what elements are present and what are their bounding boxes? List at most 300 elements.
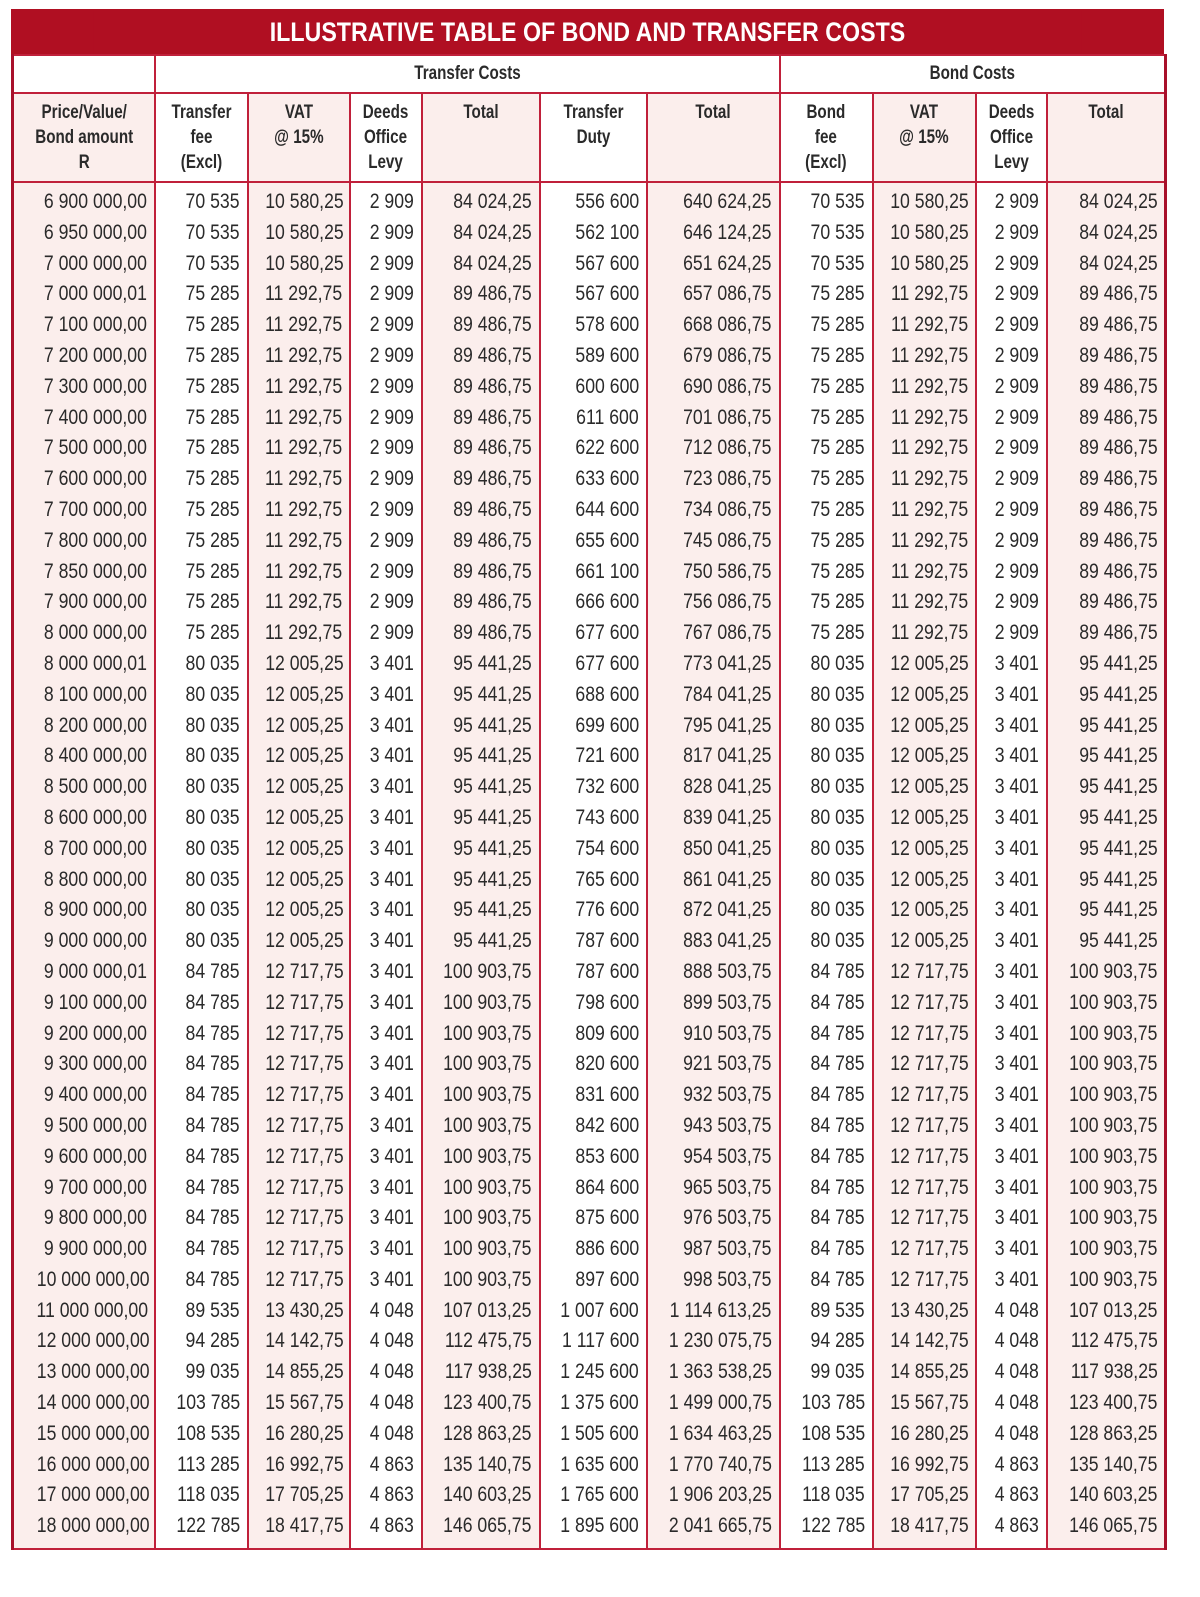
cell-bond-fee-excl: 113 285	[780, 1450, 873, 1481]
cell-transfer-vat: 10 580,25	[248, 182, 350, 218]
cell-bond-vat: 11 292,75	[873, 464, 976, 495]
cell-price-value-bond-amount: 9 700 000,00	[13, 1173, 155, 1204]
cell-transfer-subtotal: 89 486,75	[422, 403, 540, 434]
table-row	[13, 587, 1166, 618]
cell-bond-total: 146 065,75	[1047, 1511, 1166, 1549]
cell-bond-vat: 11 292,75	[873, 372, 976, 403]
cell-transfer-vat: 18 417,75	[248, 1511, 350, 1549]
cell-transfer-vat: 12 717,75	[248, 1234, 350, 1265]
cell-bond-vat: 10 580,25	[873, 249, 976, 280]
cell-bond-total: 89 486,75	[1047, 495, 1166, 526]
cell-transfer-fee-excl: 75 285	[155, 372, 248, 403]
group-header-bond-costs: Bond Costs	[780, 55, 1166, 93]
cell-price-value-bond-amount: 7 800 000,00	[13, 526, 155, 557]
cell-transfer-subtotal: 89 486,75	[422, 372, 540, 403]
cell-price-value-bond-amount: 7 000 000,01	[13, 279, 155, 310]
cell-transfer-subtotal: 100 903,75	[422, 1111, 540, 1142]
cell-transfer-deeds-office-levy: 3 401	[350, 1234, 422, 1265]
cell-transfer-total: 910 503,75	[647, 1019, 780, 1050]
cell-transfer-deeds-office-levy: 4 863	[350, 1480, 422, 1511]
cell-transfer-duty: 633 600	[540, 464, 647, 495]
cell-transfer-duty: 567 600	[540, 249, 647, 280]
cell-price-value-bond-amount: 7 850 000,00	[13, 557, 155, 588]
column-header-line: fee	[189, 127, 212, 148]
cell-transfer-fee-excl: 75 285	[155, 279, 248, 310]
cell-bond-total: 89 486,75	[1047, 279, 1166, 310]
cell-bond-vat: 12 005,25	[873, 803, 976, 834]
cell-transfer-subtotal: 100 903,75	[422, 1080, 540, 1111]
cell-bond-vat: 16 992,75	[873, 1450, 976, 1481]
cell-transfer-duty: 886 600	[540, 1234, 647, 1265]
cell-transfer-fee-excl: 84 785	[155, 1111, 248, 1142]
cell-transfer-subtotal: 100 903,75	[422, 1019, 540, 1050]
cell-transfer-deeds-office-levy: 3 401	[350, 680, 422, 711]
cell-transfer-deeds-office-levy: 2 909	[350, 464, 422, 495]
cell-transfer-vat: 12 717,75	[248, 1019, 350, 1050]
cell-transfer-fee-excl: 80 035	[155, 834, 248, 865]
cell-bond-vat: 12 717,75	[873, 957, 976, 988]
cell-bond-deeds-office-levy: 4 863	[976, 1450, 1047, 1481]
cell-bond-vat: 12 005,25	[873, 680, 976, 711]
cell-transfer-deeds-office-levy: 4 048	[350, 1419, 422, 1450]
cell-transfer-total: 1 114 613,25	[647, 1296, 780, 1327]
cell-bond-deeds-office-levy: 2 909	[976, 341, 1047, 372]
table-row	[13, 1265, 1166, 1296]
cell-transfer-duty: 732 600	[540, 772, 647, 803]
table-row	[13, 464, 1166, 495]
cell-transfer-total: 987 503,75	[647, 1234, 780, 1265]
cell-bond-fee-excl: 84 785	[780, 1203, 873, 1234]
cell-price-value-bond-amount: 7 700 000,00	[13, 495, 155, 526]
cell-transfer-deeds-office-levy: 4 048	[350, 1388, 422, 1419]
cell-transfer-fee-excl: 113 285	[155, 1450, 248, 1481]
cell-bond-total: 84 024,25	[1047, 218, 1166, 249]
cell-bond-vat: 11 292,75	[873, 526, 976, 557]
cell-transfer-deeds-office-levy: 2 909	[350, 341, 422, 372]
cell-bond-fee-excl: 75 285	[780, 341, 873, 372]
column-header-line: @ 15%	[899, 127, 949, 148]
cell-bond-vat: 18 417,75	[873, 1511, 976, 1549]
column-header-bond-vat	[873, 93, 976, 182]
cell-price-value-bond-amount: 15 000 000,00	[13, 1419, 155, 1450]
cell-bond-total: 95 441,25	[1047, 649, 1166, 680]
cell-bond-total: 89 486,75	[1047, 372, 1166, 403]
cell-transfer-duty: 798 600	[540, 988, 647, 1019]
cell-transfer-vat: 11 292,75	[248, 341, 350, 372]
cell-bond-fee-excl: 103 785	[780, 1388, 873, 1419]
cell-price-value-bond-amount: 18 000 000,00	[13, 1511, 155, 1549]
table-row	[13, 1049, 1166, 1080]
table-row	[13, 495, 1166, 526]
cell-transfer-fee-excl: 84 785	[155, 1019, 248, 1050]
cell-transfer-duty: 688 600	[540, 680, 647, 711]
cell-transfer-subtotal: 95 441,25	[422, 711, 540, 742]
cell-transfer-subtotal: 89 486,75	[422, 279, 540, 310]
cell-bond-deeds-office-levy: 2 909	[976, 310, 1047, 341]
cell-price-value-bond-amount: 7 400 000,00	[13, 403, 155, 434]
table-row	[13, 1419, 1166, 1450]
cell-transfer-subtotal: 95 441,25	[422, 865, 540, 896]
cell-transfer-fee-excl: 94 285	[155, 1326, 248, 1357]
cell-transfer-vat: 12 005,25	[248, 895, 350, 926]
cell-transfer-fee-excl: 75 285	[155, 618, 248, 649]
group-header-transfer-costs: Transfer Costs	[155, 55, 780, 93]
cell-price-value-bond-amount: 9 000 000,00	[13, 926, 155, 957]
cell-bond-fee-excl: 89 535	[780, 1296, 873, 1327]
cell-transfer-deeds-office-levy: 3 401	[350, 1049, 422, 1080]
cell-bond-deeds-office-levy: 4 863	[976, 1511, 1047, 1549]
cell-transfer-vat: 10 580,25	[248, 249, 350, 280]
cell-bond-fee-excl: 80 035	[780, 772, 873, 803]
cell-bond-fee-excl: 122 785	[780, 1511, 873, 1549]
cell-bond-fee-excl: 70 535	[780, 182, 873, 218]
table-row	[13, 618, 1166, 649]
table-row	[13, 1480, 1166, 1511]
cell-transfer-fee-excl: 122 785	[155, 1511, 248, 1549]
cell-bond-fee-excl: 84 785	[780, 1080, 873, 1111]
cell-transfer-vat: 12 005,25	[248, 649, 350, 680]
cell-transfer-total: 773 041,25	[647, 649, 780, 680]
cell-transfer-fee-excl: 84 785	[155, 1173, 248, 1204]
column-header-line: (Excl)	[805, 152, 847, 173]
cell-transfer-subtotal: 100 903,75	[422, 1265, 540, 1296]
cell-bond-total: 89 486,75	[1047, 310, 1166, 341]
table-row	[13, 1173, 1166, 1204]
cell-transfer-vat: 12 717,75	[248, 1265, 350, 1296]
cell-transfer-total: 690 086,75	[647, 372, 780, 403]
cell-transfer-vat: 11 292,75	[248, 310, 350, 341]
table-row	[13, 711, 1166, 742]
cell-transfer-deeds-office-levy: 3 401	[350, 1019, 422, 1050]
cell-transfer-subtotal: 100 903,75	[422, 1173, 540, 1204]
cell-transfer-total: 701 086,75	[647, 403, 780, 434]
cell-transfer-duty: 611 600	[540, 403, 647, 434]
cell-transfer-duty: 1 505 600	[540, 1419, 647, 1450]
cell-transfer-fee-excl: 75 285	[155, 464, 248, 495]
cell-bond-deeds-office-levy: 2 909	[976, 526, 1047, 557]
cell-transfer-fee-excl: 70 535	[155, 218, 248, 249]
cell-transfer-vat: 17 705,25	[248, 1480, 350, 1511]
cell-bond-deeds-office-levy: 3 401	[976, 772, 1047, 803]
cell-transfer-vat: 14 855,25	[248, 1357, 350, 1388]
cell-bond-fee-excl: 75 285	[780, 557, 873, 588]
column-header-line: fee	[815, 127, 838, 148]
table-row	[13, 1111, 1166, 1142]
cell-transfer-total: 883 041,25	[647, 926, 780, 957]
cell-transfer-vat: 14 142,75	[248, 1326, 350, 1357]
cell-transfer-subtotal: 89 486,75	[422, 310, 540, 341]
column-header-line: Deeds	[988, 102, 1034, 123]
cell-transfer-deeds-office-levy: 4 048	[350, 1357, 422, 1388]
cell-transfer-fee-excl: 70 535	[155, 182, 248, 218]
cell-bond-vat: 11 292,75	[873, 403, 976, 434]
cell-transfer-deeds-office-levy: 3 401	[350, 649, 422, 680]
cell-transfer-deeds-office-levy: 3 401	[350, 1173, 422, 1204]
table-row	[13, 403, 1166, 434]
cell-bond-fee-excl: 99 035	[780, 1357, 873, 1388]
column-header-line: (Excl)	[180, 152, 222, 173]
cell-transfer-deeds-office-levy: 3 401	[350, 1080, 422, 1111]
cell-transfer-fee-excl: 75 285	[155, 433, 248, 464]
cell-transfer-deeds-office-levy: 2 909	[350, 372, 422, 403]
cell-bond-deeds-office-levy: 3 401	[976, 1080, 1047, 1111]
cell-transfer-subtotal: 95 441,25	[422, 803, 540, 834]
cell-bond-total: 112 475,75	[1047, 1326, 1166, 1357]
cell-bond-total: 100 903,75	[1047, 1173, 1166, 1204]
cell-bond-deeds-office-levy: 2 909	[976, 618, 1047, 649]
cell-transfer-vat: 12 717,75	[248, 1173, 350, 1204]
cell-bond-vat: 12 717,75	[873, 1080, 976, 1111]
bond-transfer-costs-table	[11, 54, 1167, 1550]
cell-transfer-fee-excl: 80 035	[155, 895, 248, 926]
cell-transfer-total: 872 041,25	[647, 895, 780, 926]
cell-bond-total: 95 441,25	[1047, 926, 1166, 957]
cell-transfer-deeds-office-levy: 2 909	[350, 433, 422, 464]
cell-transfer-subtotal: 95 441,25	[422, 741, 540, 772]
table-row	[13, 557, 1166, 588]
cell-price-value-bond-amount: 9 600 000,00	[13, 1142, 155, 1173]
cell-transfer-fee-excl: 75 285	[155, 403, 248, 434]
cell-price-value-bond-amount: 9 900 000,00	[13, 1234, 155, 1265]
column-header-line: Transfer	[170, 102, 231, 123]
cell-price-value-bond-amount: 6 950 000,00	[13, 218, 155, 249]
cell-bond-vat: 12 005,25	[873, 711, 976, 742]
cell-bond-total: 107 013,25	[1047, 1296, 1166, 1327]
cell-bond-fee-excl: 75 285	[780, 618, 873, 649]
cell-bond-total: 89 486,75	[1047, 433, 1166, 464]
cell-bond-total: 100 903,75	[1047, 1203, 1166, 1234]
cell-bond-vat: 17 705,25	[873, 1480, 976, 1511]
cell-price-value-bond-amount: 7 300 000,00	[13, 372, 155, 403]
cell-bond-total: 100 903,75	[1047, 957, 1166, 988]
cell-transfer-subtotal: 89 486,75	[422, 464, 540, 495]
cell-price-value-bond-amount: 7 000 000,00	[13, 249, 155, 280]
cell-transfer-vat: 12 717,75	[248, 1203, 350, 1234]
cell-bond-vat: 12 005,25	[873, 865, 976, 896]
cell-bond-deeds-office-levy: 3 401	[976, 988, 1047, 1019]
cell-transfer-duty: 1 895 600	[540, 1511, 647, 1549]
column-header-line: Office	[989, 127, 1033, 148]
cell-transfer-fee-excl: 80 035	[155, 741, 248, 772]
cell-transfer-deeds-office-levy: 3 401	[350, 1203, 422, 1234]
cell-transfer-fee-excl: 108 535	[155, 1419, 248, 1450]
cell-transfer-deeds-office-levy: 3 401	[350, 803, 422, 834]
cell-transfer-vat: 11 292,75	[248, 618, 350, 649]
cell-transfer-duty: 1 765 600	[540, 1480, 647, 1511]
cell-price-value-bond-amount: 8 200 000,00	[13, 711, 155, 742]
cell-transfer-subtotal: 95 441,25	[422, 680, 540, 711]
cell-bond-deeds-office-levy: 2 909	[976, 182, 1047, 218]
cell-transfer-deeds-office-levy: 4 863	[350, 1511, 422, 1549]
table-row	[13, 1511, 1166, 1549]
cell-bond-vat: 11 292,75	[873, 495, 976, 526]
cell-bond-deeds-office-levy: 3 401	[976, 926, 1047, 957]
cell-transfer-duty: 567 600	[540, 279, 647, 310]
cell-bond-vat: 14 855,25	[873, 1357, 976, 1388]
cell-bond-vat: 12 717,75	[873, 1111, 976, 1142]
cell-bond-total: 100 903,75	[1047, 988, 1166, 1019]
cell-transfer-vat: 11 292,75	[248, 279, 350, 310]
cell-transfer-vat: 11 292,75	[248, 403, 350, 434]
cell-bond-vat: 12 717,75	[873, 1203, 976, 1234]
cell-transfer-subtotal: 146 065,75	[422, 1511, 540, 1549]
cell-price-value-bond-amount: 14 000 000,00	[13, 1388, 155, 1419]
cell-bond-deeds-office-levy: 2 909	[976, 403, 1047, 434]
cell-bond-total: 135 140,75	[1047, 1450, 1166, 1481]
cell-bond-fee-excl: 70 535	[780, 218, 873, 249]
cell-bond-fee-excl: 80 035	[780, 834, 873, 865]
cell-transfer-subtotal: 95 441,25	[422, 834, 540, 865]
cell-transfer-duty: 677 600	[540, 649, 647, 680]
cell-bond-deeds-office-levy: 2 909	[976, 433, 1047, 464]
cell-bond-vat: 12 005,25	[873, 649, 976, 680]
cell-bond-deeds-office-levy: 4 048	[976, 1296, 1047, 1327]
cell-transfer-duty: 897 600	[540, 1265, 647, 1296]
cell-bond-total: 95 441,25	[1047, 711, 1166, 742]
cell-transfer-vat: 12 717,75	[248, 988, 350, 1019]
cell-bond-fee-excl: 75 285	[780, 464, 873, 495]
cell-transfer-subtotal: 84 024,25	[422, 218, 540, 249]
cell-bond-deeds-office-levy: 3 401	[976, 803, 1047, 834]
cell-transfer-deeds-office-levy: 3 401	[350, 1111, 422, 1142]
cell-transfer-fee-excl: 75 285	[155, 341, 248, 372]
cell-transfer-deeds-office-levy: 3 401	[350, 988, 422, 1019]
cell-transfer-duty: 743 600	[540, 803, 647, 834]
cell-transfer-duty: 875 600	[540, 1203, 647, 1234]
cell-price-value-bond-amount: 8 700 000,00	[13, 834, 155, 865]
cell-transfer-subtotal: 100 903,75	[422, 1234, 540, 1265]
cell-transfer-fee-excl: 84 785	[155, 1203, 248, 1234]
cell-transfer-duty: 831 600	[540, 1080, 647, 1111]
cell-transfer-fee-excl: 75 285	[155, 557, 248, 588]
cell-bond-total: 95 441,25	[1047, 680, 1166, 711]
cell-bond-total: 100 903,75	[1047, 1049, 1166, 1080]
cell-bond-total: 89 486,75	[1047, 557, 1166, 588]
cell-bond-deeds-office-levy: 2 909	[976, 557, 1047, 588]
cell-transfer-total: 784 041,25	[647, 680, 780, 711]
cell-price-value-bond-amount: 9 400 000,00	[13, 1080, 155, 1111]
cell-transfer-fee-excl: 89 535	[155, 1296, 248, 1327]
cell-bond-fee-excl: 80 035	[780, 895, 873, 926]
cell-transfer-duty: 754 600	[540, 834, 647, 865]
cell-transfer-duty: 1 117 600	[540, 1326, 647, 1357]
cell-transfer-subtotal: 84 024,25	[422, 249, 540, 280]
cell-transfer-fee-excl: 99 035	[155, 1357, 248, 1388]
cell-bond-total: 117 938,25	[1047, 1357, 1166, 1388]
cell-transfer-duty: 765 600	[540, 865, 647, 896]
cell-transfer-vat: 11 292,75	[248, 372, 350, 403]
table-row	[13, 1296, 1166, 1327]
cell-bond-deeds-office-levy: 3 401	[976, 1173, 1047, 1204]
cell-bond-vat: 11 292,75	[873, 587, 976, 618]
cell-transfer-vat: 12 005,25	[248, 926, 350, 957]
cell-transfer-deeds-office-levy: 2 909	[350, 403, 422, 434]
cell-transfer-deeds-office-levy: 3 401	[350, 1265, 422, 1296]
cell-transfer-vat: 11 292,75	[248, 464, 350, 495]
cell-transfer-vat: 16 992,75	[248, 1450, 350, 1481]
cell-transfer-subtotal: 89 486,75	[422, 495, 540, 526]
cell-transfer-subtotal: 95 441,25	[422, 926, 540, 957]
cell-transfer-total: 976 503,75	[647, 1203, 780, 1234]
cell-bond-deeds-office-levy: 3 401	[976, 895, 1047, 926]
cell-bond-fee-excl: 75 285	[780, 279, 873, 310]
column-header-transfer-total	[647, 93, 780, 182]
table-row	[13, 895, 1166, 926]
cell-bond-deeds-office-levy: 4 048	[976, 1419, 1047, 1450]
cell-transfer-subtotal: 89 486,75	[422, 587, 540, 618]
cell-transfer-total: 712 086,75	[647, 433, 780, 464]
cell-transfer-vat: 11 292,75	[248, 495, 350, 526]
cell-bond-total: 100 903,75	[1047, 1234, 1166, 1265]
cell-bond-fee-excl: 118 035	[780, 1480, 873, 1511]
cell-bond-fee-excl: 75 285	[780, 372, 873, 403]
cell-price-value-bond-amount: 11 000 000,00	[13, 1296, 155, 1327]
cell-bond-vat: 12 717,75	[873, 1234, 976, 1265]
column-header-line: Total	[462, 102, 499, 123]
cell-transfer-total: 850 041,25	[647, 834, 780, 865]
cell-bond-vat: 14 142,75	[873, 1326, 976, 1357]
cell-transfer-duty: 655 600	[540, 526, 647, 557]
cell-transfer-fee-excl: 80 035	[155, 926, 248, 957]
cell-transfer-duty: 787 600	[540, 926, 647, 957]
cell-bond-deeds-office-levy: 3 401	[976, 834, 1047, 865]
cell-transfer-duty: 809 600	[540, 1019, 647, 1050]
cell-bond-total: 84 024,25	[1047, 249, 1166, 280]
cell-bond-vat: 12 005,25	[873, 741, 976, 772]
cell-transfer-fee-excl: 80 035	[155, 711, 248, 742]
cell-transfer-subtotal: 84 024,25	[422, 182, 540, 218]
table-row	[13, 1326, 1166, 1357]
cell-bond-deeds-office-levy: 3 401	[976, 865, 1047, 896]
table-row	[13, 1019, 1166, 1050]
column-header-line: Duty	[576, 127, 610, 148]
cell-transfer-total: 640 624,25	[647, 182, 780, 218]
cell-transfer-fee-excl: 75 285	[155, 526, 248, 557]
column-header-line: Office	[363, 127, 408, 148]
cell-bond-total: 100 903,75	[1047, 1080, 1166, 1111]
table-row	[13, 803, 1166, 834]
column-header-line: Total	[1088, 102, 1124, 123]
cell-transfer-total: 679 086,75	[647, 341, 780, 372]
cell-transfer-total: 828 041,25	[647, 772, 780, 803]
cell-transfer-deeds-office-levy: 2 909	[350, 310, 422, 341]
cell-transfer-subtotal: 95 441,25	[422, 649, 540, 680]
cell-bond-deeds-office-levy: 3 401	[976, 1142, 1047, 1173]
cell-transfer-subtotal: 140 603,25	[422, 1480, 540, 1511]
table-row	[13, 680, 1166, 711]
cell-transfer-fee-excl: 80 035	[155, 680, 248, 711]
cell-transfer-total: 1 906 203,25	[647, 1480, 780, 1511]
cell-bond-vat: 11 292,75	[873, 618, 976, 649]
cell-bond-vat: 10 580,25	[873, 218, 976, 249]
column-header-transfer-subtotal	[422, 93, 540, 182]
cell-transfer-vat: 12 717,75	[248, 1111, 350, 1142]
cell-transfer-fee-excl: 75 285	[155, 587, 248, 618]
column-header-transfer-vat	[248, 93, 350, 182]
cell-transfer-deeds-office-levy: 2 909	[350, 557, 422, 588]
cell-transfer-total: 1 230 075,75	[647, 1326, 780, 1357]
cell-bond-fee-excl: 80 035	[780, 803, 873, 834]
cell-price-value-bond-amount: 12 000 000,00	[13, 1326, 155, 1357]
cell-transfer-total: 1 634 463,25	[647, 1419, 780, 1450]
cell-transfer-subtotal: 117 938,25	[422, 1357, 540, 1388]
cell-bond-vat: 11 292,75	[873, 433, 976, 464]
table-row	[13, 372, 1166, 403]
table-row	[13, 649, 1166, 680]
cell-bond-deeds-office-levy: 2 909	[976, 464, 1047, 495]
cell-transfer-deeds-office-levy: 3 401	[350, 741, 422, 772]
cell-transfer-total: 998 503,75	[647, 1265, 780, 1296]
